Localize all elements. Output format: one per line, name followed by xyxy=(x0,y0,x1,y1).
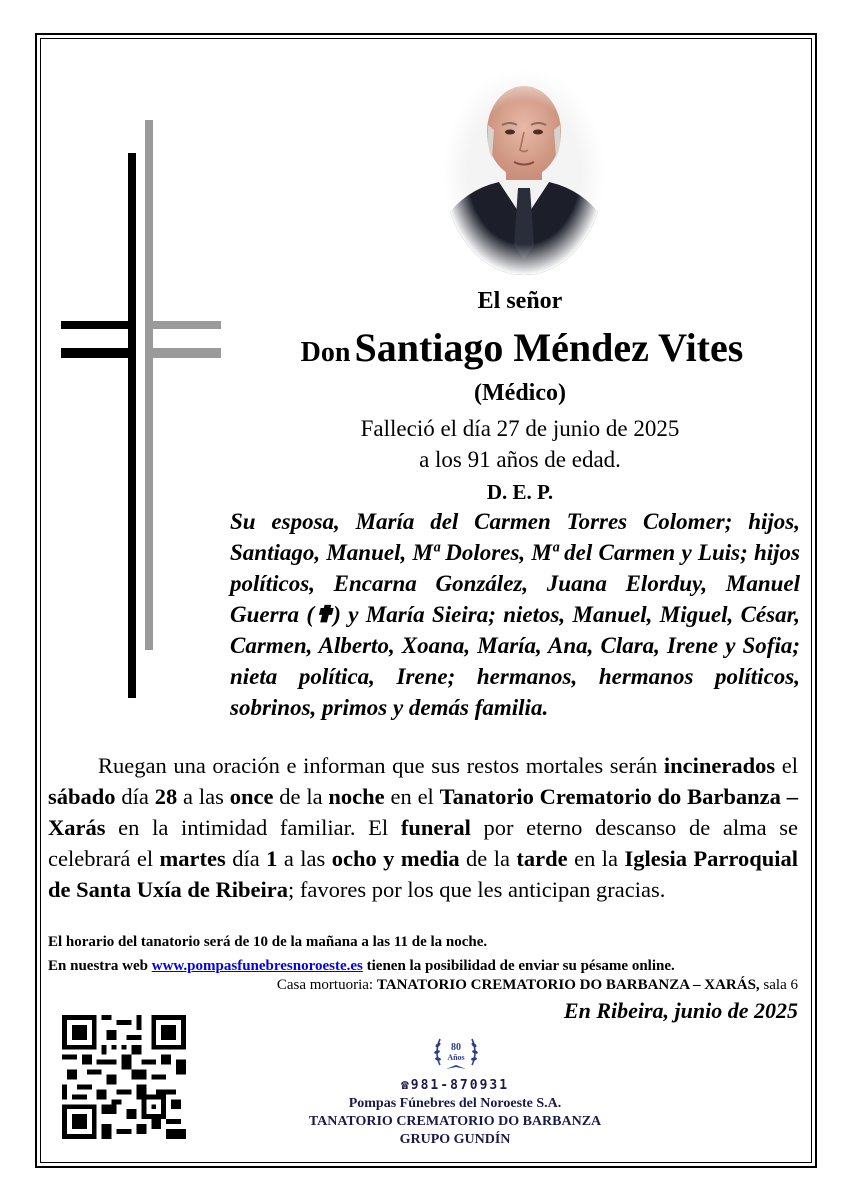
age-line: a los 91 años de edad. xyxy=(419,447,621,472)
company-phone: ☎981-870931 xyxy=(400,1078,510,1093)
profession: (Médico) xyxy=(474,380,566,406)
schedule-note: El horario del tanatorio será de 10 de la mañana a las 11 de la noche. xyxy=(48,934,488,950)
logo-number: 80 xyxy=(451,1042,461,1053)
ann-bold: noche xyxy=(328,784,385,809)
deceased-name xyxy=(232,324,812,371)
cross-grey-bar-bottom xyxy=(145,348,221,358)
cross-grey-vertical xyxy=(145,120,153,650)
death-date-line: Falleció el día 27 de junio de 2025 xyxy=(360,416,680,441)
anniversary-logo-icon xyxy=(430,1025,482,1077)
funeral-home-note xyxy=(277,977,798,994)
house-label: Casa mortuoria: xyxy=(276,977,377,993)
website-link[interactable]: www.pompasfunebresnoroeste.es xyxy=(151,958,363,974)
cross-black-vertical xyxy=(128,153,136,698)
signature-line: En Ribeira, junio de 2025 xyxy=(563,998,798,1023)
portrait-photo xyxy=(444,70,604,275)
dep-line: D. E. P. xyxy=(486,480,554,504)
name-prefix: Don xyxy=(300,337,351,368)
web-note xyxy=(48,958,675,975)
house-room: sala 6 xyxy=(763,977,798,993)
ann-bold: martes xyxy=(159,846,226,871)
small-cross-icon: ✟ xyxy=(314,602,334,627)
web-note-suffix: tienen la posibilidad de enviar su pésame online. xyxy=(362,958,675,974)
title-prefix: El señor xyxy=(477,288,563,314)
ann-text: de la xyxy=(273,784,329,809)
ann-text: en el xyxy=(384,784,440,809)
logo-text: Años xyxy=(447,1053,465,1062)
company-name: Pompas Fúnebres del Noroeste S.A. xyxy=(348,1096,562,1111)
ann-bold: Iglesia Parroquial de Santa Uxía de Ribeira xyxy=(48,846,798,902)
ann-bold: ocho y media xyxy=(331,846,460,871)
ann-text: en la intimidad familiar. El xyxy=(105,815,401,840)
ann-text: en la xyxy=(567,846,625,871)
house-value: TANATORIO CREMATORIO DO BARBANZA – XARÁS, xyxy=(376,977,764,993)
ann-bold: Tanatorio Crematorio do Barbanza – Xarás xyxy=(48,784,798,840)
family-list xyxy=(230,506,800,723)
web-note-prefix: En nuestra web xyxy=(48,958,152,974)
company-tanatorio: TANATORIO CREMATORIO DO BARBANZA xyxy=(308,1114,602,1129)
company-group: GRUPO GUNDÍN xyxy=(399,1132,511,1147)
ann-text: de la xyxy=(459,846,517,871)
ann-text: Ruegan una oración e informan que sus restos mortales serán xyxy=(98,753,664,778)
ann-bold: tarde xyxy=(516,846,568,871)
qr-code-icon[interactable] xyxy=(62,1015,186,1139)
cross-black-bar-top xyxy=(61,321,136,329)
announcement-paragraph xyxy=(48,750,798,905)
ann-text: a las xyxy=(277,846,332,871)
ann-text: el xyxy=(775,753,798,778)
ann-bold: sábado xyxy=(48,784,116,809)
ann-bold: 1 xyxy=(266,846,278,871)
ann-text: día xyxy=(225,846,267,871)
name-text: Santiago Méndez Vites xyxy=(354,325,744,370)
ann-bold: once xyxy=(229,784,274,809)
family-text-part2: ) y María Sieira; nietos, Manuel, Miguel, César, Carmen, Alberto, Xoana, María, Ana, Clara, Irene y Sofia; nieta política, Irene; hermanos, hermanos políticos, sobrinos, primos y demás familia. xyxy=(230,602,801,720)
family-text-part1: Su esposa, María del Carmen Torres Colomer; hijos, Santiago, Manuel, Mª Dolores, Mª del Carmen y Luis; hijos políticos, Encarna González, Juana Elorduy, Manuel Guerra ( xyxy=(230,509,800,627)
cross-grey-bar-top xyxy=(145,321,221,329)
ann-bold: 28 xyxy=(154,784,178,809)
cross-black-bar-bottom xyxy=(61,348,136,358)
ann-bold: incinerados xyxy=(663,753,776,778)
ann-bold: funeral xyxy=(400,815,471,840)
ann-text: ; favores por los que les anticipan gracias. xyxy=(288,877,666,902)
ann-text: a las xyxy=(177,784,230,809)
ann-text: por eterno descanso de alma se celebrará el xyxy=(48,815,799,871)
ann-text: día xyxy=(115,784,155,809)
